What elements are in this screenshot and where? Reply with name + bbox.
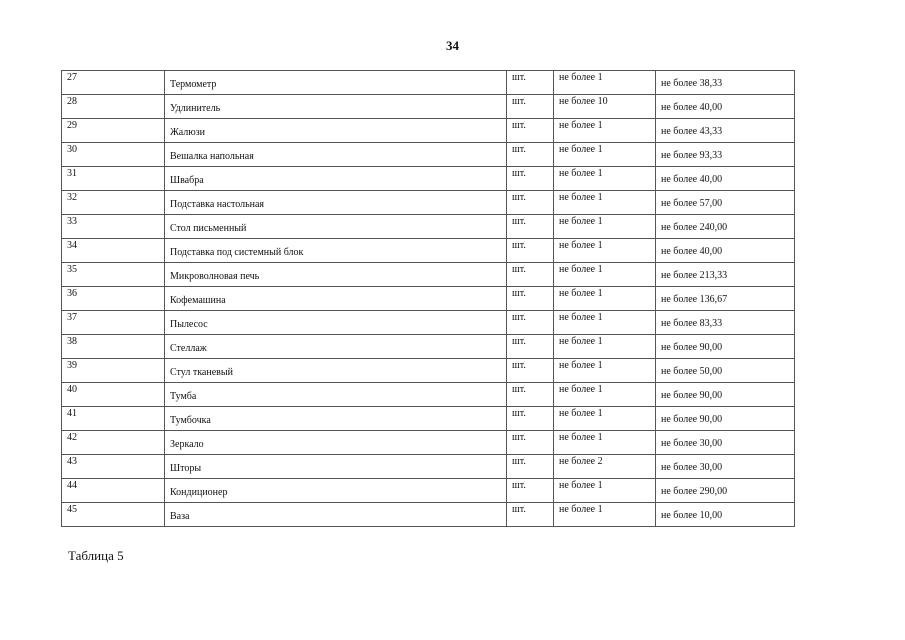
price-cell bbox=[656, 239, 795, 263]
item-name-text: Тумбочка bbox=[170, 415, 211, 426]
quantity-cell bbox=[554, 383, 656, 407]
unit-cell bbox=[507, 383, 554, 407]
unit-cell bbox=[507, 359, 554, 383]
row-number-cell bbox=[62, 143, 165, 167]
price-text: не более 40,00 bbox=[661, 102, 723, 113]
row-number-text: 39 bbox=[67, 360, 77, 371]
unit-cell bbox=[507, 215, 554, 239]
unit-text: шт. bbox=[512, 432, 526, 443]
price-text: не более 240,00 bbox=[661, 222, 728, 233]
quantity-cell bbox=[554, 431, 656, 455]
items-table bbox=[61, 70, 795, 527]
price-text: не более 83,33 bbox=[661, 318, 723, 329]
unit-text: шт. bbox=[512, 456, 526, 467]
item-name-text: Стул тканевый bbox=[170, 367, 233, 378]
row-number-cell bbox=[62, 167, 165, 191]
row-number-cell bbox=[62, 95, 165, 119]
price-cell bbox=[656, 287, 795, 311]
row-number-cell bbox=[62, 71, 165, 95]
price-text: не более 30,00 bbox=[661, 438, 723, 449]
price-cell bbox=[656, 503, 795, 527]
row-number-text: 41 bbox=[67, 408, 77, 419]
unit-text: шт. bbox=[512, 120, 526, 131]
table-row bbox=[62, 359, 795, 383]
item-name-cell bbox=[165, 143, 507, 167]
unit-text: шт. bbox=[512, 384, 526, 395]
row-number-text: 45 bbox=[67, 504, 77, 515]
unit-text: шт. bbox=[512, 96, 526, 107]
items-table-body bbox=[62, 71, 795, 527]
row-number-cell bbox=[62, 383, 165, 407]
quantity-text: не более 1 bbox=[559, 288, 603, 299]
price-text: не более 10,00 bbox=[661, 510, 723, 521]
item-name-text: Стол письменный bbox=[170, 223, 247, 234]
item-name-cell bbox=[165, 455, 507, 479]
row-number-cell bbox=[62, 287, 165, 311]
quantity-text: не более 1 bbox=[559, 408, 603, 419]
unit-text: шт. bbox=[512, 288, 526, 299]
price-cell bbox=[656, 431, 795, 455]
item-name-cell bbox=[165, 119, 507, 143]
price-text: не более 57,00 bbox=[661, 198, 723, 209]
unit-cell bbox=[507, 311, 554, 335]
price-text: не более 90,00 bbox=[661, 342, 723, 353]
item-name-cell bbox=[165, 191, 507, 215]
table-row bbox=[62, 311, 795, 335]
item-name-cell bbox=[165, 335, 507, 359]
price-cell bbox=[656, 335, 795, 359]
table-row bbox=[62, 503, 795, 527]
row-number-text: 38 bbox=[67, 336, 77, 347]
table-row bbox=[62, 479, 795, 503]
table-row bbox=[62, 215, 795, 239]
quantity-text: не более 1 bbox=[559, 504, 603, 515]
quantity-cell bbox=[554, 287, 656, 311]
price-text: не более 213,33 bbox=[661, 270, 728, 281]
price-cell bbox=[656, 383, 795, 407]
quantity-cell bbox=[554, 239, 656, 263]
unit-cell bbox=[507, 407, 554, 431]
row-number-cell bbox=[62, 263, 165, 287]
item-name-text: Кофемашина bbox=[170, 295, 226, 306]
unit-text: шт. bbox=[512, 72, 526, 83]
price-cell bbox=[656, 191, 795, 215]
table-row bbox=[62, 335, 795, 359]
table-row bbox=[62, 143, 795, 167]
row-number-text: 37 bbox=[67, 312, 77, 323]
item-name-cell bbox=[165, 95, 507, 119]
unit-cell bbox=[507, 287, 554, 311]
quantity-cell bbox=[554, 479, 656, 503]
item-name-cell bbox=[165, 167, 507, 191]
row-number-cell bbox=[62, 335, 165, 359]
quantity-cell bbox=[554, 503, 656, 527]
quantity-text: не более 1 bbox=[559, 360, 603, 371]
item-name-cell bbox=[165, 431, 507, 455]
item-name-text: Жалюзи bbox=[170, 127, 205, 138]
quantity-text: не более 1 bbox=[559, 72, 603, 83]
quantity-cell bbox=[554, 143, 656, 167]
table-row bbox=[62, 287, 795, 311]
row-number-cell bbox=[62, 359, 165, 383]
price-cell bbox=[656, 119, 795, 143]
unit-text: шт. bbox=[512, 192, 526, 203]
quantity-text: не более 10 bbox=[559, 96, 608, 107]
unit-text: шт. bbox=[512, 216, 526, 227]
item-name-cell bbox=[165, 215, 507, 239]
price-cell bbox=[656, 71, 795, 95]
quantity-text: не более 1 bbox=[559, 192, 603, 203]
price-cell bbox=[656, 215, 795, 239]
unit-cell bbox=[507, 455, 554, 479]
item-name-text: Ваза bbox=[170, 511, 190, 522]
unit-cell bbox=[507, 335, 554, 359]
row-number-text: 31 bbox=[67, 168, 77, 179]
table-row bbox=[62, 431, 795, 455]
quantity-text: не более 1 bbox=[559, 240, 603, 251]
row-number-text: 36 bbox=[67, 288, 77, 299]
quantity-text: не более 1 bbox=[559, 384, 603, 395]
unit-cell bbox=[507, 479, 554, 503]
unit-cell bbox=[507, 71, 554, 95]
unit-cell bbox=[507, 95, 554, 119]
item-name-cell bbox=[165, 503, 507, 527]
row-number-text: 33 bbox=[67, 216, 77, 227]
table-row bbox=[62, 167, 795, 191]
price-cell bbox=[656, 311, 795, 335]
quantity-text: не более 1 bbox=[559, 480, 603, 491]
row-number-cell bbox=[62, 119, 165, 143]
quantity-text: не более 1 bbox=[559, 432, 603, 443]
row-number-cell bbox=[62, 311, 165, 335]
item-name-text: Кондиционер bbox=[170, 487, 228, 498]
price-cell bbox=[656, 455, 795, 479]
table-row bbox=[62, 119, 795, 143]
item-name-cell bbox=[165, 407, 507, 431]
price-text: не более 90,00 bbox=[661, 390, 723, 401]
row-number-text: 28 bbox=[67, 96, 77, 107]
quantity-cell bbox=[554, 455, 656, 479]
unit-text: шт. bbox=[512, 504, 526, 515]
price-text: не более 136,67 bbox=[661, 294, 728, 305]
item-name-cell bbox=[165, 239, 507, 263]
price-text: не более 50,00 bbox=[661, 366, 723, 377]
unit-cell bbox=[507, 143, 554, 167]
unit-text: шт. bbox=[512, 480, 526, 491]
row-number-cell bbox=[62, 239, 165, 263]
row-number-cell bbox=[62, 479, 165, 503]
quantity-cell bbox=[554, 263, 656, 287]
row-number-cell bbox=[62, 503, 165, 527]
table-row bbox=[62, 95, 795, 119]
row-number-text: 30 bbox=[67, 144, 77, 155]
unit-cell bbox=[507, 503, 554, 527]
row-number-text: 27 bbox=[67, 72, 77, 83]
price-cell bbox=[656, 407, 795, 431]
item-name-text: Термометр bbox=[170, 79, 217, 90]
quantity-cell bbox=[554, 95, 656, 119]
table-row bbox=[62, 407, 795, 431]
price-text: не более 290,00 bbox=[661, 486, 728, 497]
item-name-text: Удлинитель bbox=[170, 103, 221, 114]
item-name-cell bbox=[165, 479, 507, 503]
table-row bbox=[62, 263, 795, 287]
row-number-cell bbox=[62, 455, 165, 479]
row-number-text: 32 bbox=[67, 192, 77, 203]
table-row bbox=[62, 383, 795, 407]
price-cell bbox=[656, 263, 795, 287]
quantity-cell bbox=[554, 311, 656, 335]
item-name-text: Подставка настольная bbox=[170, 199, 265, 210]
price-text: не более 30,00 bbox=[661, 462, 723, 473]
item-name-text: Зеркало bbox=[170, 439, 204, 450]
price-text: не более 43,33 bbox=[661, 126, 723, 137]
unit-text: шт. bbox=[512, 336, 526, 347]
item-name-cell bbox=[165, 287, 507, 311]
quantity-cell bbox=[554, 71, 656, 95]
quantity-text: не более 1 bbox=[559, 312, 603, 323]
item-name-text: Подставка под системный блок bbox=[170, 247, 304, 258]
row-number-cell bbox=[62, 191, 165, 215]
row-number-text: 35 bbox=[67, 264, 77, 275]
row-number-text: 29 bbox=[67, 120, 77, 131]
unit-text: шт. bbox=[512, 240, 526, 251]
row-number-text: 44 bbox=[67, 480, 77, 491]
item-name-text: Стеллаж bbox=[170, 343, 207, 354]
table-row bbox=[62, 239, 795, 263]
row-number-text: 42 bbox=[67, 432, 77, 443]
item-name-text: Швабра bbox=[170, 175, 204, 186]
quantity-text: не более 1 bbox=[559, 264, 603, 275]
unit-text: шт. bbox=[512, 360, 526, 371]
unit-text: шт. bbox=[512, 144, 526, 155]
row-number-cell bbox=[62, 215, 165, 239]
unit-cell bbox=[507, 263, 554, 287]
unit-text: шт. bbox=[512, 312, 526, 323]
quantity-cell bbox=[554, 335, 656, 359]
price-cell bbox=[656, 95, 795, 119]
unit-text: шт. bbox=[512, 168, 526, 179]
item-name-cell bbox=[165, 311, 507, 335]
row-number-text: 43 bbox=[67, 456, 77, 467]
page-number: 34 bbox=[446, 38, 459, 53]
quantity-cell bbox=[554, 167, 656, 191]
unit-cell bbox=[507, 167, 554, 191]
quantity-cell bbox=[554, 407, 656, 431]
table-caption: Таблица 5 bbox=[68, 548, 124, 563]
row-number-cell bbox=[62, 431, 165, 455]
item-name-cell bbox=[165, 263, 507, 287]
item-name-text: Пылесос bbox=[170, 319, 208, 330]
quantity-cell bbox=[554, 215, 656, 239]
item-name-text: Вешалка напольная bbox=[170, 151, 254, 162]
price-cell bbox=[656, 143, 795, 167]
quantity-text: не более 1 bbox=[559, 216, 603, 227]
table-row bbox=[62, 71, 795, 95]
price-text: не более 40,00 bbox=[661, 246, 723, 257]
item-name-cell bbox=[165, 359, 507, 383]
quantity-text: не более 1 bbox=[559, 168, 603, 179]
table-row bbox=[62, 191, 795, 215]
unit-cell bbox=[507, 119, 554, 143]
row-number-text: 34 bbox=[67, 240, 77, 251]
price-cell bbox=[656, 479, 795, 503]
unit-text: шт. bbox=[512, 408, 526, 419]
item-name-text: Тумба bbox=[170, 391, 197, 402]
price-cell bbox=[656, 359, 795, 383]
unit-cell bbox=[507, 431, 554, 455]
item-name-text: Микроволновая печь bbox=[170, 271, 260, 282]
row-number-text: 40 bbox=[67, 384, 77, 395]
price-cell bbox=[656, 167, 795, 191]
item-name-text: Шторы bbox=[170, 463, 202, 474]
unit-cell bbox=[507, 239, 554, 263]
table-row bbox=[62, 455, 795, 479]
quantity-text: не более 2 bbox=[559, 456, 603, 467]
quantity-cell bbox=[554, 119, 656, 143]
quantity-cell bbox=[554, 191, 656, 215]
price-text: не более 93,33 bbox=[661, 150, 723, 161]
quantity-text: не более 1 bbox=[559, 336, 603, 347]
quantity-cell bbox=[554, 359, 656, 383]
unit-cell bbox=[507, 191, 554, 215]
row-number-cell bbox=[62, 407, 165, 431]
quantity-text: не более 1 bbox=[559, 144, 603, 155]
item-name-cell bbox=[165, 383, 507, 407]
quantity-text: не более 1 bbox=[559, 120, 603, 131]
unit-text: шт. bbox=[512, 264, 526, 275]
price-text: не более 40,00 bbox=[661, 174, 723, 185]
item-name-cell bbox=[165, 71, 507, 95]
price-text: не более 38,33 bbox=[661, 78, 723, 89]
price-text: не более 90,00 bbox=[661, 414, 723, 425]
